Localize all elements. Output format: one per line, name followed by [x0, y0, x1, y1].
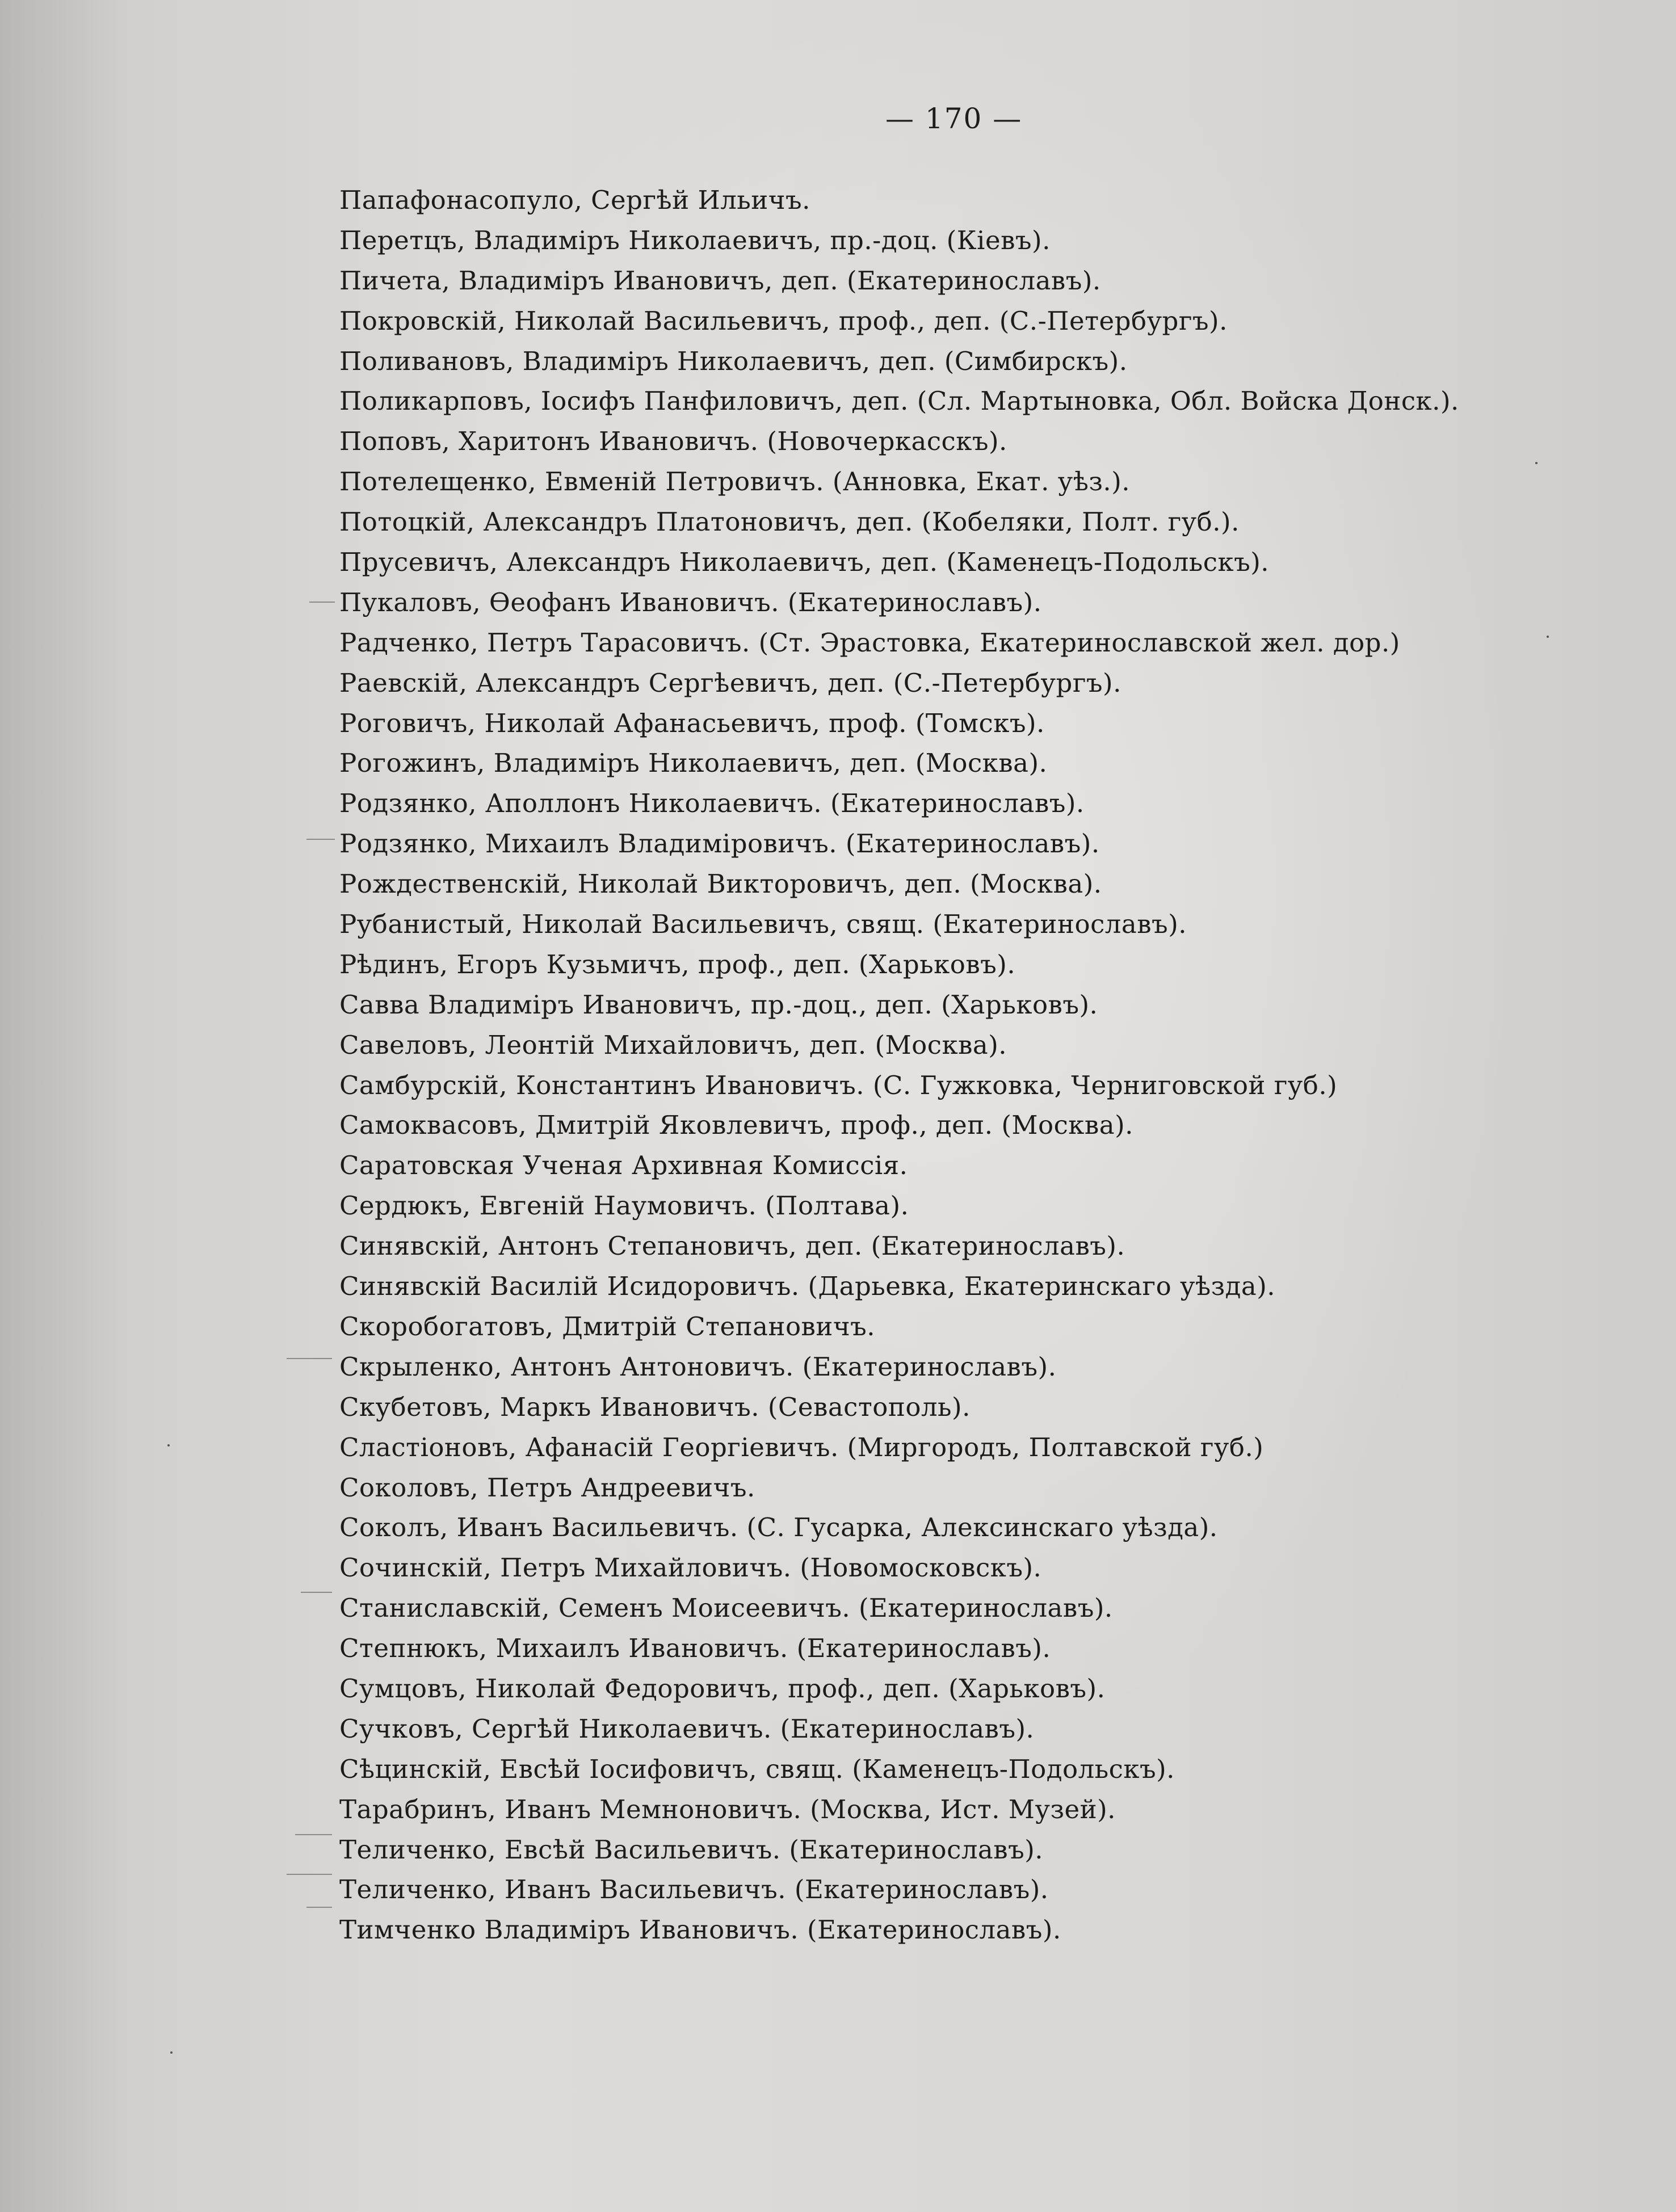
list-item: Самбурскій, Константинъ Ивановичъ. (С. Гужковка, Черниговской губ.) [339, 1070, 1338, 1100]
list-item: Скубетовъ, Маркъ Ивановичъ. (Севастополь). [339, 1391, 971, 1422]
list-item: Соколовъ, Петръ Андреевичъ. [339, 1472, 755, 1503]
list-item: Перетцъ, Владиміръ Николаевичъ, пр.-доц. (Кіевъ). [339, 225, 1051, 255]
margin-tick-mark [295, 1834, 332, 1835]
list-item: Поливановъ, Владиміръ Николаевичъ, деп. (Симбирскъ). [339, 346, 1128, 376]
list-item: Раевскій, Александръ Сергѣевичъ, деп. (С.-Петербургъ). [339, 667, 1121, 698]
margin-tick-mark [306, 839, 335, 840]
margin-tick-mark [309, 602, 335, 603]
list-item: Поликарповъ, Іосифъ Панфиловичъ, деп. (Сл. Мартыновка, Обл. Войска Донск.). [339, 386, 1459, 417]
list-item: Пукаловъ, Ѳеофанъ Ивановичъ. (Екатеринославъ). [339, 587, 1042, 617]
list-item: Соколъ, Иванъ Васильевичъ. (С. Гусарка, Алексинскаго уѣзда). [339, 1512, 1218, 1543]
list-item: Родзянко, Аполлонъ Николаевичъ. (Екатеринославъ). [339, 788, 1085, 819]
list-item: Теличенко, Иванъ Васильевичъ. (Екатеринославъ). [339, 1874, 1049, 1905]
list-item: Рубанистый, Николай Васильевичъ, свящ. (Екатеринославъ). [339, 909, 1187, 940]
paper-speck [167, 1444, 170, 1446]
margin-tick-mark [287, 1358, 332, 1359]
margin-tick-mark [287, 1874, 332, 1875]
list-item: Сѣцинскій, Евсѣй Іосифовичъ, свящ. (Каменецъ-Подольскъ). [339, 1753, 1175, 1784]
list-item: Савеловъ, Леонтій Михайловичъ, деп. (Москва). [339, 1029, 1007, 1060]
list-item: Теличенко, Евсѣй Васильевичъ. (Екатеринославъ). [339, 1834, 1044, 1865]
list-item: Рѣдинъ, Егоръ Кузьмичъ, проф., деп. (Харьковъ). [339, 949, 1016, 979]
paper-speck [170, 2051, 173, 2054]
list-item: Роговичъ, Николай Афанасьевичъ, проф. (Томскъ). [339, 708, 1045, 738]
list-item: Потелещенко, Евменій Петровичъ. (Анновка, Екат. уѣз.). [339, 466, 1131, 497]
list-item: Степнюкъ, Михаилъ Ивановичъ. (Екатеринославъ). [339, 1633, 1051, 1664]
list-item: Сердюкъ, Евгеній Наумовичъ. (Полтава). [339, 1191, 909, 1221]
list-item: Родзянко, Михаилъ Владиміровичъ. (Екатеринославъ). [339, 829, 1100, 859]
list-item: Синявскій, Антонъ Степановичъ, деп. (Екатеринославъ). [339, 1231, 1125, 1261]
list-item: Саратовская Ученая Архивная Комиссія. [339, 1150, 908, 1181]
list-item: Тарабринъ, Иванъ Мемноновичъ. (Москва, Ист. Музей). [339, 1794, 1116, 1824]
list-item: Поповъ, Харитонъ Ивановичъ. (Новочеркасскъ). [339, 426, 1007, 457]
list-item: Скрыленко, Антонъ Антоновичъ. (Екатеринославъ). [339, 1351, 1057, 1382]
list-item: Рогожинъ, Владиміръ Николаевичъ, деп. (Москва). [339, 748, 1048, 779]
list-item: Радченко, Петръ Тарасовичъ. (Ст. Эрастовка, Екатеринославской жел. дор.) [339, 627, 1400, 658]
list-item: Синявскій Василій Исидоровичъ. (Дарьевка, Екатеринскаго уѣзда). [339, 1271, 1276, 1302]
list-item: Рождественскій, Николай Викторовичъ, деп. (Москва). [339, 869, 1102, 899]
margin-tick-mark [306, 1907, 332, 1908]
margin-tick-mark [301, 1592, 332, 1593]
list-item: Сочинскій, Петръ Михайловичъ. (Новомосковскъ). [339, 1553, 1042, 1583]
list-item: Сучковъ, Сергѣй Николаевичъ. (Екатеринославъ). [339, 1713, 1035, 1744]
paper-speck [1535, 462, 1538, 464]
list-item: Покровскій, Николай Васильевичъ, проф., деп. (С.-Петербургъ). [339, 305, 1228, 336]
list-item: Сластіоновъ, Афанасій Георгіевичъ. (Миргородъ, Полтавской губ.) [339, 1432, 1264, 1462]
list-item: Тимченко Владиміръ Ивановичъ. (Екатеринославъ). [339, 1915, 1061, 1945]
list-item: Станиславскій, Семенъ Моисеевичъ. (Екатеринославъ). [339, 1593, 1113, 1624]
list-item: Савва Владиміръ Ивановичъ, пр.-доц., деп. (Харьковъ). [339, 989, 1098, 1020]
list-item: Самоквасовъ, Дмитрій Яковлевичъ, проф., деп. (Москва). [339, 1110, 1133, 1141]
name-list [339, 180, 1459, 1950]
page-number: — 170 — [885, 102, 1023, 135]
list-item: Папафонасопуло, Сергѣй Ильичъ. [339, 185, 810, 215]
list-item: Пичета, Владиміръ Ивановичъ, деп. (Екатеринославъ). [339, 265, 1101, 296]
paper-speck [1547, 636, 1549, 638]
list-item: Скоробогатовъ, Дмитрій Степановичъ. [339, 1311, 876, 1342]
list-item: Сумцовъ, Николай Федоровичъ, проф., деп. (Харьковъ). [339, 1673, 1106, 1704]
list-item: Потоцкій, Александръ Платоновичъ, деп. (Кобеляки, Полт. губ.). [339, 507, 1240, 537]
list-item: Прусевичъ, Александръ Николаевичъ, деп. (Каменецъ-Подольскъ). [339, 547, 1270, 578]
